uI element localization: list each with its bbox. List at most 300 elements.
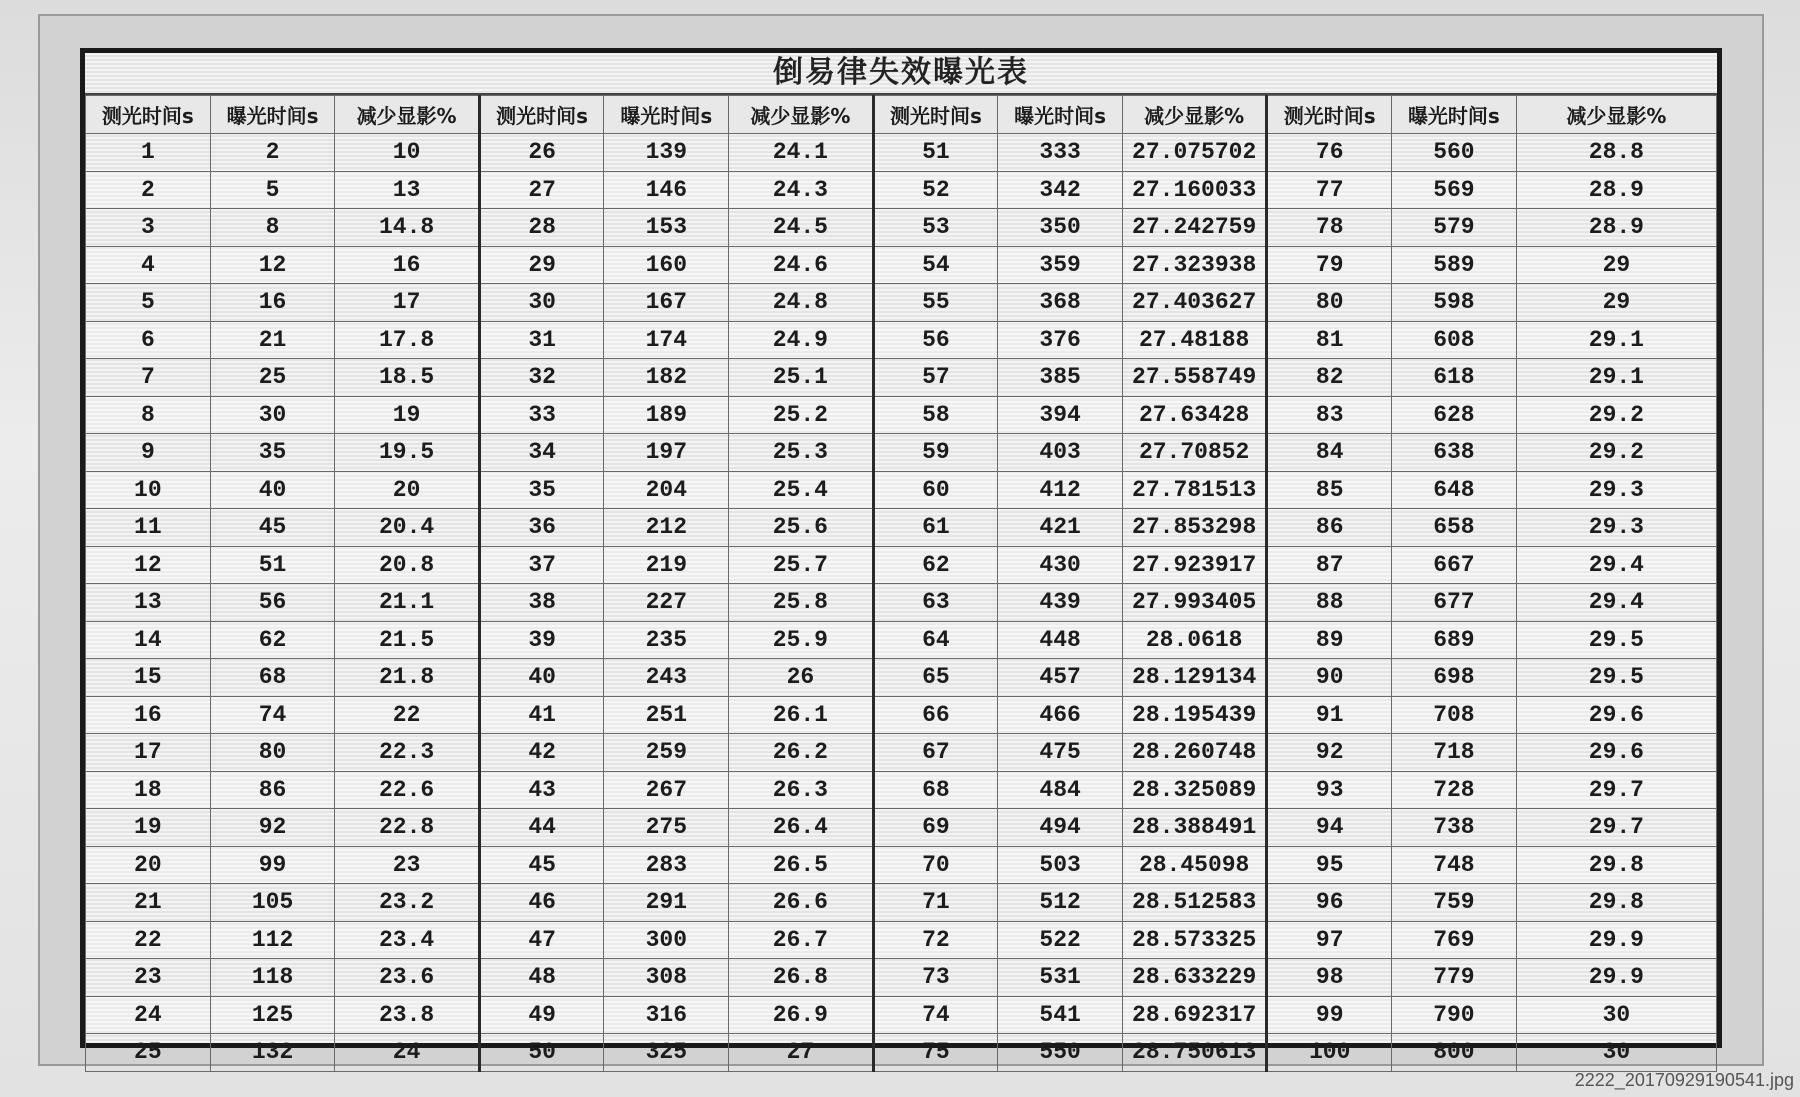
metering-time-cell: 10 [86,471,211,509]
exposure-time-cell: 503 [998,846,1123,884]
table-row [86,809,1717,847]
development-reduction-cell: 29.4 [1516,584,1716,622]
development-reduction-cell: 28.9 [1516,209,1716,247]
metering-time-cell: 66 [873,696,998,734]
metering-time-cell: 75 [873,1034,998,1072]
development-reduction-cell: 21.8 [335,659,479,697]
metering-time-cell: 63 [873,584,998,622]
exposure-time-cell: 86 [210,771,335,809]
column-header: 曝光时间s [998,96,1123,134]
development-reduction-cell: 26.1 [729,696,873,734]
metering-time-cell: 9 [86,434,211,472]
exposure-time-cell: 92 [210,809,335,847]
exposure-time-cell: 146 [604,171,729,209]
metering-time-cell: 83 [1267,396,1392,434]
development-reduction-cell: 29.2 [1516,396,1716,434]
metering-time-cell: 28 [479,209,604,247]
development-reduction-cell: 19 [335,396,479,434]
exposure-time-cell: 160 [604,246,729,284]
development-reduction-cell: 27.323938 [1122,246,1266,284]
metering-time-cell: 84 [1267,434,1392,472]
development-reduction-cell: 25.9 [729,621,873,659]
metering-time-cell: 79 [1267,246,1392,284]
table-row [86,134,1717,172]
metering-time-cell: 39 [479,621,604,659]
table-row [86,921,1717,959]
metering-time-cell: 5 [86,284,211,322]
metering-time-cell: 12 [86,546,211,584]
metering-time-cell: 58 [873,396,998,434]
table-row [86,434,1717,472]
exposure-time-cell: 368 [998,284,1123,322]
exposure-time-cell: 738 [1392,809,1517,847]
metering-time-cell: 72 [873,921,998,959]
metering-time-cell: 65 [873,659,998,697]
development-reduction-cell: 22.8 [335,809,479,847]
exposure-time-cell: 512 [998,884,1123,922]
exposure-time-cell: 12 [210,246,335,284]
metering-time-cell: 17 [86,734,211,772]
column-header: 测光时间s [1267,96,1392,134]
table-row [86,209,1717,247]
metering-time-cell: 4 [86,246,211,284]
exposure-time-cell: 219 [604,546,729,584]
development-reduction-cell: 29 [1516,284,1716,322]
exposure-time-cell: 139 [604,134,729,172]
metering-time-cell: 8 [86,396,211,434]
development-reduction-cell: 30 [1516,1034,1716,1072]
exposure-time-cell: 68 [210,659,335,697]
development-reduction-cell: 16 [335,246,479,284]
development-reduction-cell: 27.781513 [1122,471,1266,509]
development-reduction-cell: 28.692317 [1122,996,1266,1034]
metering-time-cell: 62 [873,546,998,584]
development-reduction-cell: 29.1 [1516,359,1716,397]
exposure-time-cell: 569 [1392,171,1517,209]
exposure-time-cell: 25 [210,359,335,397]
exposure-time-cell: 412 [998,471,1123,509]
development-reduction-cell: 26.9 [729,996,873,1034]
metering-time-cell: 76 [1267,134,1392,172]
development-reduction-cell: 29.7 [1516,771,1716,809]
exposure-time-cell: 718 [1392,734,1517,772]
exposure-time-cell: 267 [604,771,729,809]
development-reduction-cell: 23.6 [335,959,479,997]
development-reduction-cell: 29.6 [1516,696,1716,734]
development-reduction-cell: 21.1 [335,584,479,622]
metering-time-cell: 73 [873,959,998,997]
metering-time-cell: 43 [479,771,604,809]
exposure-time-cell: 5 [210,171,335,209]
metering-time-cell: 95 [1267,846,1392,884]
development-reduction-cell: 25.4 [729,471,873,509]
metering-time-cell: 86 [1267,509,1392,547]
column-header: 曝光时间s [604,96,729,134]
metering-time-cell: 68 [873,771,998,809]
table-body [86,134,1717,1072]
exposure-time-cell: 550 [998,1034,1123,1072]
exposure-time-cell: 648 [1392,471,1517,509]
development-reduction-cell: 19.5 [335,434,479,472]
metering-time-cell: 42 [479,734,604,772]
metering-time-cell: 32 [479,359,604,397]
table-row [86,584,1717,622]
exposure-time-cell: 316 [604,996,729,1034]
exposure-time-cell: 677 [1392,584,1517,622]
exposure-time-cell: 259 [604,734,729,772]
development-reduction-cell: 29.9 [1516,921,1716,959]
development-reduction-cell: 24.9 [729,321,873,359]
development-reduction-cell: 26.8 [729,959,873,997]
development-reduction-cell: 28.388491 [1122,809,1266,847]
exposure-time-cell: 56 [210,584,335,622]
exposure-time-cell: 560 [1392,134,1517,172]
metering-time-cell: 57 [873,359,998,397]
metering-time-cell: 37 [479,546,604,584]
development-reduction-cell: 28.750613 [1122,1034,1266,1072]
table-row [86,846,1717,884]
exposure-time-cell: 35 [210,434,335,472]
development-reduction-cell: 26.3 [729,771,873,809]
metering-time-cell: 99 [1267,996,1392,1034]
exposure-time-cell: 167 [604,284,729,322]
exposure-time-cell: 350 [998,209,1123,247]
table-row [86,321,1717,359]
development-reduction-cell: 27.160033 [1122,171,1266,209]
exposure-time-cell: 118 [210,959,335,997]
header-row [86,96,1717,134]
metering-time-cell: 64 [873,621,998,659]
metering-time-cell: 48 [479,959,604,997]
development-reduction-cell: 18.5 [335,359,479,397]
exposure-time-cell: 16 [210,284,335,322]
development-reduction-cell: 30 [1516,996,1716,1034]
exposure-time-cell: 385 [998,359,1123,397]
exposure-time-cell: 105 [210,884,335,922]
metering-time-cell: 81 [1267,321,1392,359]
exposure-time-cell: 189 [604,396,729,434]
exposure-time-cell: 475 [998,734,1123,772]
development-reduction-cell: 26.4 [729,809,873,847]
exposure-time-cell: 99 [210,846,335,884]
metering-time-cell: 19 [86,809,211,847]
table-row [86,884,1717,922]
development-reduction-cell: 29.1 [1516,321,1716,359]
exposure-time-cell: 40 [210,471,335,509]
exposure-time-cell: 522 [998,921,1123,959]
table-row [86,471,1717,509]
column-header: 曝光时间s [1392,96,1517,134]
development-reduction-cell: 22.6 [335,771,479,809]
exposure-time-cell: 80 [210,734,335,772]
metering-time-cell: 14 [86,621,211,659]
development-reduction-cell: 27.923917 [1122,546,1266,584]
exposure-time-cell: 667 [1392,546,1517,584]
metering-time-cell: 25 [86,1034,211,1072]
exposure-time-cell: 8 [210,209,335,247]
exposure-time-cell: 212 [604,509,729,547]
metering-time-cell: 61 [873,509,998,547]
metering-time-cell: 45 [479,846,604,884]
development-reduction-cell: 28.633229 [1122,959,1266,997]
development-reduction-cell: 28.573325 [1122,921,1266,959]
exposure-time-cell: 494 [998,809,1123,847]
metering-time-cell: 50 [479,1034,604,1072]
exposure-time-cell: 204 [604,471,729,509]
metering-time-cell: 36 [479,509,604,547]
exposure-time-cell: 608 [1392,321,1517,359]
metering-time-cell: 40 [479,659,604,697]
development-reduction-cell: 24.8 [729,284,873,322]
table-row [86,171,1717,209]
table-row [86,996,1717,1034]
table-row [86,771,1717,809]
metering-time-cell: 98 [1267,959,1392,997]
development-reduction-cell: 29.7 [1516,809,1716,847]
development-reduction-cell: 13 [335,171,479,209]
exposure-time-cell: 658 [1392,509,1517,547]
metering-time-cell: 20 [86,846,211,884]
development-reduction-cell: 29.9 [1516,959,1716,997]
table-row [86,246,1717,284]
development-reduction-cell: 20.4 [335,509,479,547]
development-reduction-cell: 20 [335,471,479,509]
development-reduction-cell: 28.8 [1516,134,1716,172]
development-reduction-cell: 23.2 [335,884,479,922]
development-reduction-cell: 24.5 [729,209,873,247]
exposure-time-cell: 132 [210,1034,335,1072]
exposure-time-cell: 227 [604,584,729,622]
exposure-time-cell: 698 [1392,659,1517,697]
metering-time-cell: 55 [873,284,998,322]
metering-time-cell: 16 [86,696,211,734]
column-header: 减少显影% [729,96,873,134]
metering-time-cell: 54 [873,246,998,284]
development-reduction-cell: 24.6 [729,246,873,284]
metering-time-cell: 1 [86,134,211,172]
exposure-time-cell: 291 [604,884,729,922]
exposure-time-cell: 342 [998,171,1123,209]
exposure-time-cell: 45 [210,509,335,547]
metering-time-cell: 2 [86,171,211,209]
exposure-time-cell: 153 [604,209,729,247]
development-reduction-cell: 27.075702 [1122,134,1266,172]
metering-time-cell: 6 [86,321,211,359]
exposure-time-cell: 300 [604,921,729,959]
metering-time-cell: 70 [873,846,998,884]
exposure-time-cell: 51 [210,546,335,584]
exposure-time-cell: 333 [998,134,1123,172]
metering-time-cell: 34 [479,434,604,472]
metering-time-cell: 87 [1267,546,1392,584]
metering-time-cell: 52 [873,171,998,209]
development-reduction-cell: 23.4 [335,921,479,959]
development-reduction-cell: 29.4 [1516,546,1716,584]
metering-time-cell: 18 [86,771,211,809]
metering-time-cell: 22 [86,921,211,959]
exposure-time-cell: 421 [998,509,1123,547]
development-reduction-cell: 27.70852 [1122,434,1266,472]
development-reduction-cell: 28.129134 [1122,659,1266,697]
table-row [86,359,1717,397]
metering-time-cell: 29 [479,246,604,284]
exposure-time-cell: 243 [604,659,729,697]
development-reduction-cell: 29.5 [1516,659,1716,697]
development-reduction-cell: 29.2 [1516,434,1716,472]
metering-time-cell: 47 [479,921,604,959]
exposure-time-cell: 598 [1392,284,1517,322]
metering-time-cell: 11 [86,509,211,547]
metering-time-cell: 15 [86,659,211,697]
development-reduction-cell: 29.8 [1516,846,1716,884]
column-header: 测光时间s [479,96,604,134]
exposure-time-cell: 125 [210,996,335,1034]
metering-time-cell: 89 [1267,621,1392,659]
table-row [86,659,1717,697]
exposure-time-cell: 283 [604,846,729,884]
exposure-time-cell: 74 [210,696,335,734]
exposure-time-cell: 628 [1392,396,1517,434]
exposure-time-cell: 589 [1392,246,1517,284]
metering-time-cell: 85 [1267,471,1392,509]
development-reduction-cell: 26 [729,659,873,697]
exposure-time-cell: 21 [210,321,335,359]
metering-time-cell: 90 [1267,659,1392,697]
metering-time-cell: 94 [1267,809,1392,847]
exposure-time-cell: 769 [1392,921,1517,959]
column-header: 测光时间s [873,96,998,134]
metering-time-cell: 38 [479,584,604,622]
development-reduction-cell: 23 [335,846,479,884]
exposure-time-cell: 394 [998,396,1123,434]
exposure-time-cell: 174 [604,321,729,359]
exposure-time-cell: 728 [1392,771,1517,809]
exposure-time-cell: 618 [1392,359,1517,397]
column-header: 减少显影% [1516,96,1716,134]
development-reduction-cell: 29.6 [1516,734,1716,772]
metering-time-cell: 26 [479,134,604,172]
metering-time-cell: 56 [873,321,998,359]
metering-time-cell: 41 [479,696,604,734]
development-reduction-cell: 28.325089 [1122,771,1266,809]
metering-time-cell: 51 [873,134,998,172]
table-row [86,284,1717,322]
development-reduction-cell: 28.9 [1516,171,1716,209]
development-reduction-cell: 17.8 [335,321,479,359]
exposure-table [85,95,1717,1072]
metering-time-cell: 21 [86,884,211,922]
development-reduction-cell: 27.853298 [1122,509,1266,547]
table-row [86,1034,1717,1072]
metering-time-cell: 53 [873,209,998,247]
metering-time-cell: 13 [86,584,211,622]
development-reduction-cell: 14.8 [335,209,479,247]
metering-time-cell: 71 [873,884,998,922]
metering-time-cell: 3 [86,209,211,247]
development-reduction-cell: 29.3 [1516,471,1716,509]
metering-time-cell: 44 [479,809,604,847]
exposure-time-cell: 638 [1392,434,1517,472]
development-reduction-cell: 26.2 [729,734,873,772]
metering-time-cell: 49 [479,996,604,1034]
exposure-time-cell: 708 [1392,696,1517,734]
metering-time-cell: 82 [1267,359,1392,397]
column-header: 曝光时间s [210,96,335,134]
exposure-time-cell: 689 [1392,621,1517,659]
file-name-caption: 2222_20170929190541.jpg [1574,1070,1794,1090]
metering-time-cell: 78 [1267,209,1392,247]
exposure-time-cell: 62 [210,621,335,659]
exposure-time-cell: 748 [1392,846,1517,884]
development-reduction-cell: 21.5 [335,621,479,659]
development-reduction-cell: 25.3 [729,434,873,472]
development-reduction-cell: 10 [335,134,479,172]
exposure-time-cell: 403 [998,434,1123,472]
development-reduction-cell: 29.3 [1516,509,1716,547]
development-reduction-cell: 22.3 [335,734,479,772]
exposure-time-cell: 359 [998,246,1123,284]
exposure-time-cell: 275 [604,809,729,847]
exposure-time-cell: 182 [604,359,729,397]
development-reduction-cell: 27.993405 [1122,584,1266,622]
metering-time-cell: 100 [1267,1034,1392,1072]
metering-time-cell: 80 [1267,284,1392,322]
development-reduction-cell: 24.1 [729,134,873,172]
exposure-time-cell: 541 [998,996,1123,1034]
exposure-time-cell: 457 [998,659,1123,697]
development-reduction-cell: 24.3 [729,171,873,209]
exposure-time-cell: 439 [998,584,1123,622]
exposure-time-cell: 235 [604,621,729,659]
development-reduction-cell: 29.8 [1516,884,1716,922]
development-reduction-cell: 29 [1516,246,1716,284]
development-reduction-cell: 20.8 [335,546,479,584]
metering-time-cell: 23 [86,959,211,997]
exposure-time-cell: 800 [1392,1034,1517,1072]
metering-time-cell: 91 [1267,696,1392,734]
metering-time-cell: 27 [479,171,604,209]
metering-time-cell: 69 [873,809,998,847]
development-reduction-cell: 27.63428 [1122,396,1266,434]
exposure-time-cell: 376 [998,321,1123,359]
development-reduction-cell: 26.6 [729,884,873,922]
metering-time-cell: 30 [479,284,604,322]
table-row [86,396,1717,434]
development-reduction-cell: 25.8 [729,584,873,622]
development-reduction-cell: 27.48188 [1122,321,1266,359]
exposure-time-cell: 779 [1392,959,1517,997]
metering-time-cell: 59 [873,434,998,472]
development-reduction-cell: 29.5 [1516,621,1716,659]
paper-sheet [40,16,1762,1064]
column-header: 测光时间s [86,96,211,134]
metering-time-cell: 92 [1267,734,1392,772]
development-reduction-cell: 25.2 [729,396,873,434]
exposure-time-cell: 579 [1392,209,1517,247]
development-reduction-cell: 24 [335,1034,479,1072]
development-reduction-cell: 28.45098 [1122,846,1266,884]
table-row [86,959,1717,997]
development-reduction-cell: 28.260748 [1122,734,1266,772]
exposure-time-cell: 430 [998,546,1123,584]
table-title: 倒易律失效曝光表 [85,53,1717,95]
table-row [86,696,1717,734]
development-reduction-cell: 28.0618 [1122,621,1266,659]
metering-time-cell: 24 [86,996,211,1034]
exposure-time-cell: 30 [210,396,335,434]
exposure-time-cell: 112 [210,921,335,959]
column-header: 减少显影% [1122,96,1266,134]
